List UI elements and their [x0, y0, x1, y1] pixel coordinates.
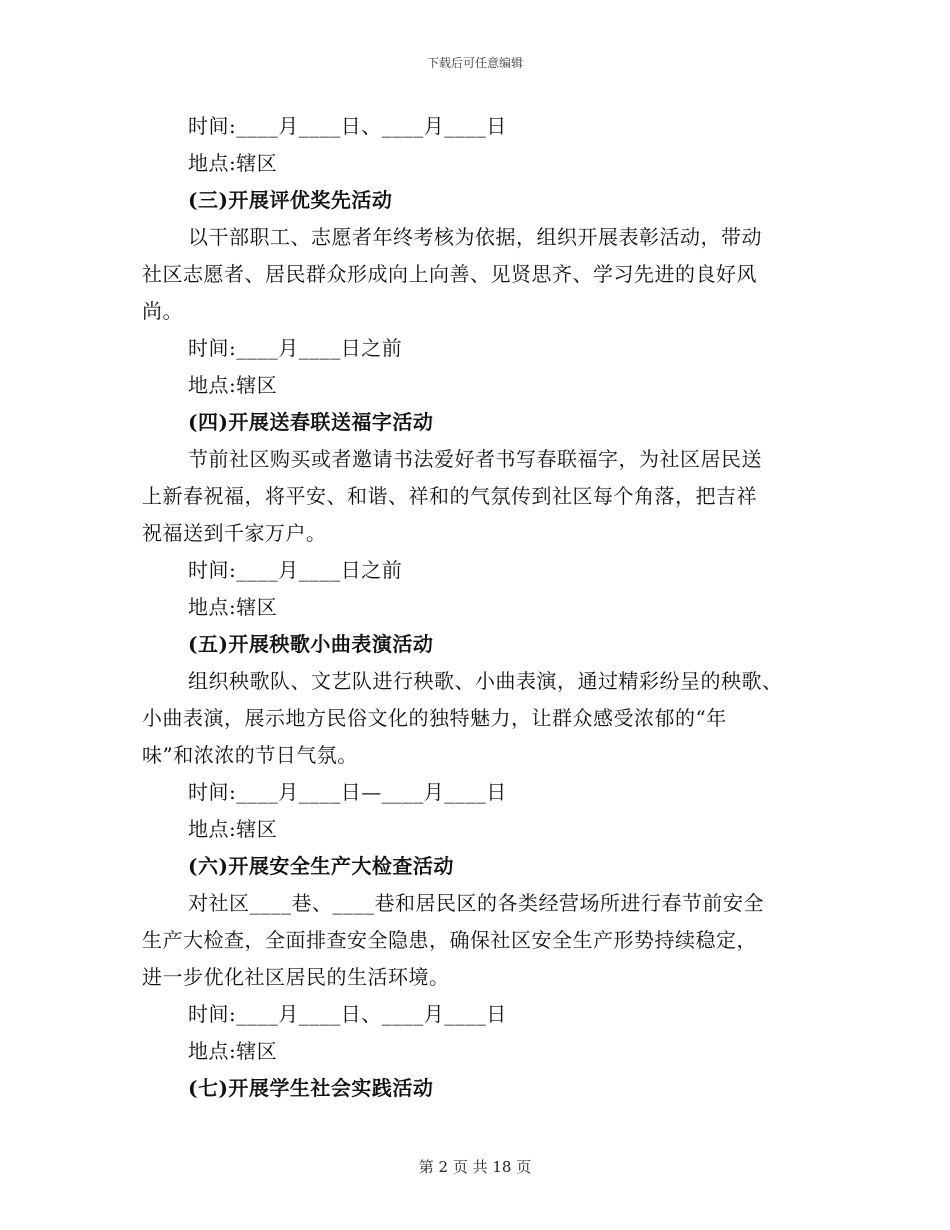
place-line-s6: 地点:辖区 — [188, 1039, 278, 1063]
paragraph-s5 — [142, 663, 812, 774]
section-heading-5: (五)开展秧歌小曲表演活动 — [188, 632, 434, 656]
section-heading-7: (七)开展学生社会实践活动 — [188, 1076, 434, 1100]
paragraph-s3 — [142, 219, 812, 330]
document-body — [142, 108, 812, 1107]
page-footer: 第 2 页 共 18 页 — [418, 1158, 532, 1176]
section-heading-6: (六)开展安全生产大检查活动 — [188, 854, 454, 878]
place-line-s3: 地点:辖区 — [188, 373, 278, 397]
paragraph-line: 上新春祝福，将平安、和谐、祥和的气氛传到社区每个角落，把吉祥 — [142, 484, 757, 508]
paragraph-line: 以干部职工、志愿者年终考核为依据，组织开展表彰活动，带动 — [188, 225, 762, 249]
place-line-s4: 地点:辖区 — [188, 595, 278, 619]
paragraph-line: 社区志愿者、居民群众形成向上向善、见贤思齐、学习先进的良好风 — [142, 262, 757, 286]
paragraph-line: 小曲表演，展示地方民俗文化的独特魅力，让群众感受浓郁的“年 — [142, 706, 727, 730]
section-heading-4: (四)开展送春联送福字活动 — [188, 410, 434, 434]
place-line-s5: 地点:辖区 — [188, 817, 278, 841]
paragraph-line: 生产大检查，全面排查安全隐患，确保社区安全生产形势持续稳定， — [142, 928, 757, 952]
page-header: 下载后可任意编辑 — [426, 56, 523, 70]
time-line-s5: 时间:____月____日—____月____日 — [188, 780, 507, 804]
time-line-s3: 时间:____月____日之前 — [188, 336, 403, 360]
paragraph-line: 对社区____巷、____巷和居民区的各类经营场所进行春节前安全 — [188, 891, 764, 915]
paragraph-line: 祝福送到千家万户。 — [142, 521, 327, 545]
paragraph-line: 尚。 — [142, 299, 183, 323]
paragraph-line: 节前社区购买或者邀请书法爱好者书写春联福字，为社区居民送 — [188, 447, 762, 471]
paragraph-s4 — [142, 441, 812, 552]
paragraph-line: 组织秧歌队、文艺队进行秧歌、小曲表演，通过精彩纷呈的秧歌、 — [188, 669, 783, 693]
time-line-s6: 时间:____月____日、____月____日 — [188, 1002, 507, 1026]
time-line-s2: 时间:____月____日、____月____日 — [188, 114, 507, 138]
paragraph-s6 — [142, 885, 812, 996]
section-heading-3: (三)开展评优奖先活动 — [188, 188, 393, 212]
time-line-s4: 时间:____月____日之前 — [188, 558, 403, 582]
place-line-s2: 地点:辖区 — [188, 151, 278, 175]
paragraph-line: 味”和浓浓的节日气氛。 — [142, 743, 358, 767]
paragraph-line: 进一步优化社区居民的生活环境。 — [142, 965, 450, 989]
